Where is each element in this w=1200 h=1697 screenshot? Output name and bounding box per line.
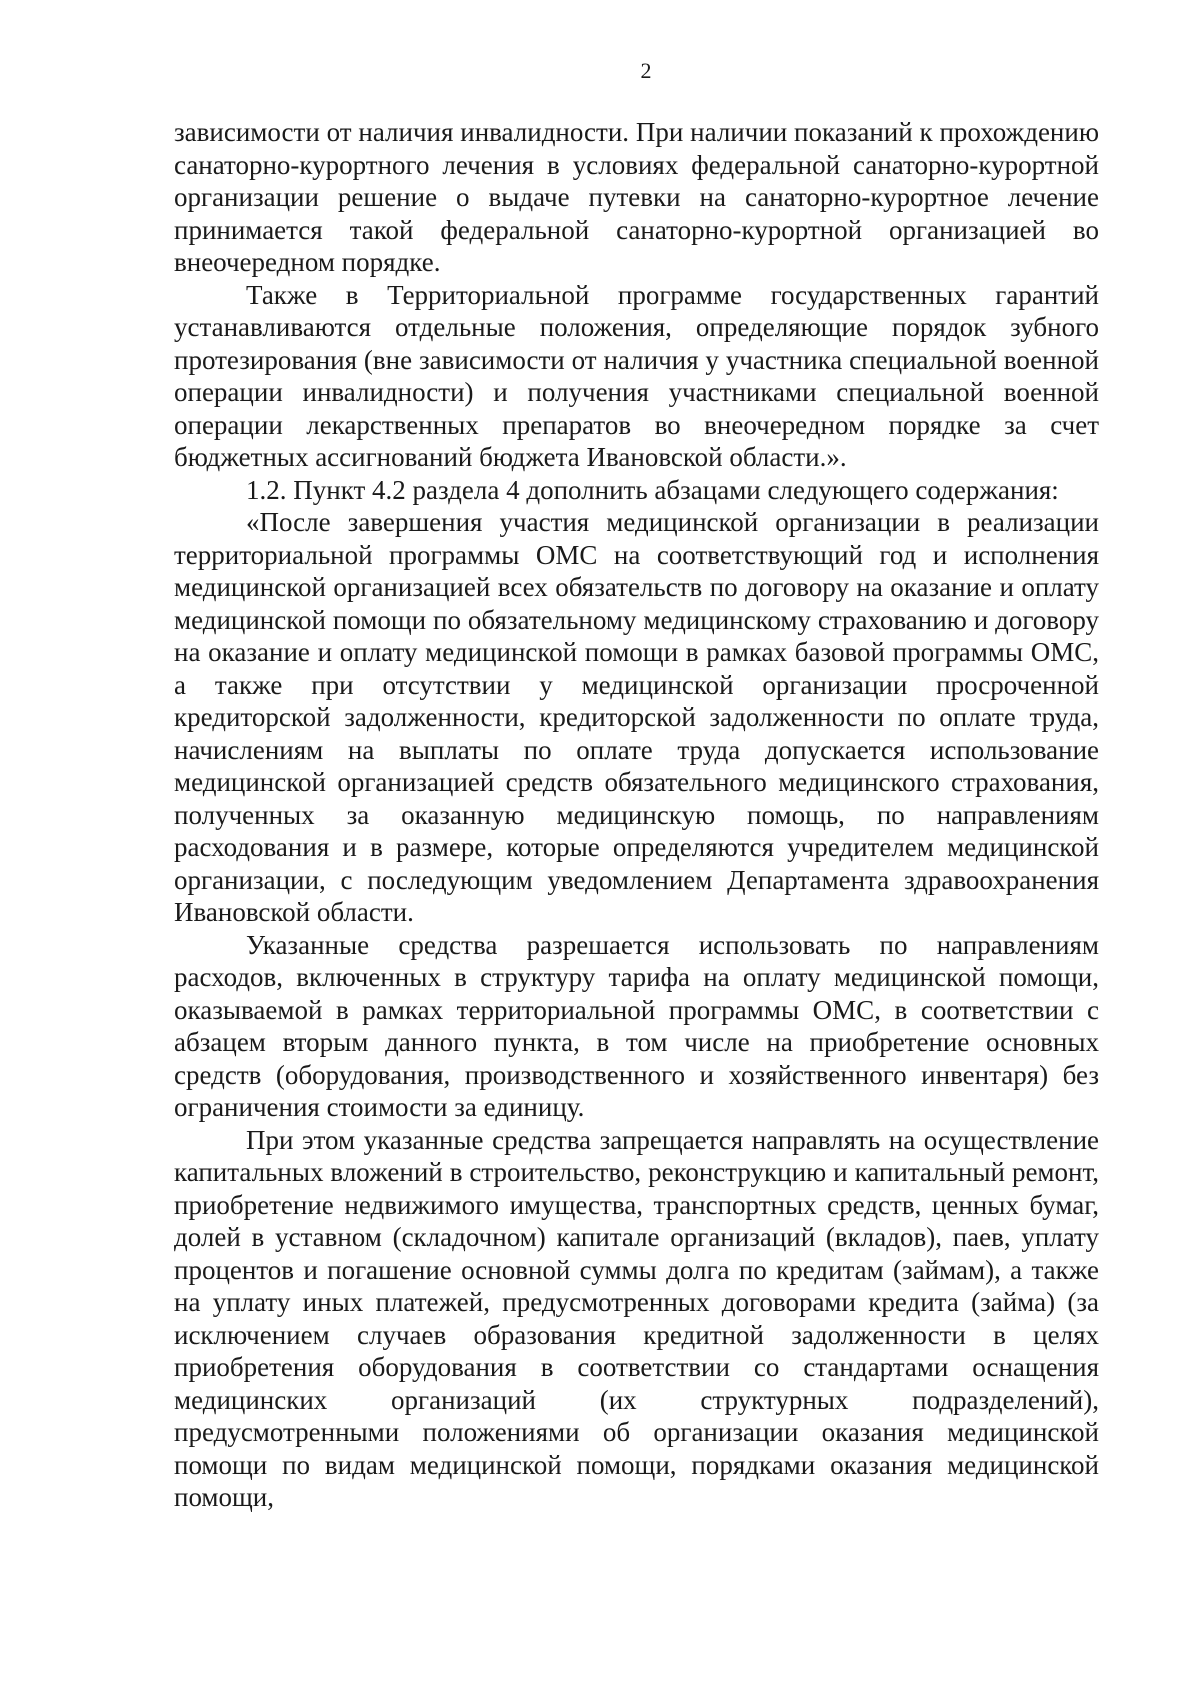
paragraph-item-1-2: 1.2. Пункт 4.2 раздела 4 дополнить абзацами следующего содержания: (246, 474, 1059, 505)
paragraph-territorial-program: Также в Территориальной программе государственных гарантий устанавливаются отдельные положения, определяющие порядок зубного протезирования (вне зависимости от наличия у участника специальной военной операции инвалидности) и получения участниками специальной военной операции лекарственных препаратов во внеочередном порядке за счет бюджетных ассигнований бюджета Ивановской области.». (174, 279, 1099, 472)
paragraph-prohibited-expenses: При этом указанные средства запрещается направлять на осуществление капитальных вложений в строительство, реконструкцию и капитальный ремонт, приобретение недвижимого имущества, транспортных средств, ценных бумаг, долей в уставном (складочном) капитале организаций (вкладов), паев, уплату процентов и погашение основной суммы долга по кредитам (займам), а также на уплату иных платежей, предусмотренных договорами кредита (займа) (за исключением случаев образования кредитной задолженности в целях приобретения оборудования в соответствии со стандартами оснащения медицинских организаций (их структурных подразделений), предусмотренными положениями об организации оказания медицинской помощи по видам медицинской помощи, порядками оказания медицинской помощи, (174, 1124, 1099, 1512)
paragraph-permitted-expenses: Указанные средства разрешается использовать по направлениям расходов, включенных в структуру тарифа на оплату медицинской помощи, оказываемой в рамках территориальной программы ОМС, в соответствии с абзацем вторым данного пункта, в том числе на приобретение основных средств (оборудования, производственного и хозяйственного инвентаря) без ограничения стоимости за единицу. (174, 929, 1099, 1122)
paragraph-funds-usage: «После завершения участия медицинской организации в реализации территориальной программы ОМС на соответствующий год и исполнения медицинской организацией всех обязательств по договору на оказание и оплату медицинской помощи по обязательному медицинскому страхованию и договору на оказание и оплату медицинской помощи в рамках базовой программы ОМС, а также при отсутствии у медицинской организации просроченной кредиторской задолженности, кредиторской задолженности по оплате труда, начислениям на выплаты по оплате труда допускается использование медицинской организацией средств обязательного медицинского страхования, полученных за оказанную медицинскую помощь, по направлениям расходования и в размере, которые определяются учредителем медицинской организации, с последующим уведомлением Департамента здравоохранения Ивановской области. (174, 507, 1099, 927)
page-number: 2 (640, 58, 652, 83)
paragraph-continuation: зависимости от наличия инвалидности. При наличии показаний к прохождению санаторно-курортного лечения в условиях федеральной санаторно-курортной организации решение о выдаче путевки на санаторно-курортное лечение принимается такой федеральной санаторно-курортной организацией во внеочередном порядке. (174, 117, 1099, 277)
document-body (174, 116, 1099, 1514)
